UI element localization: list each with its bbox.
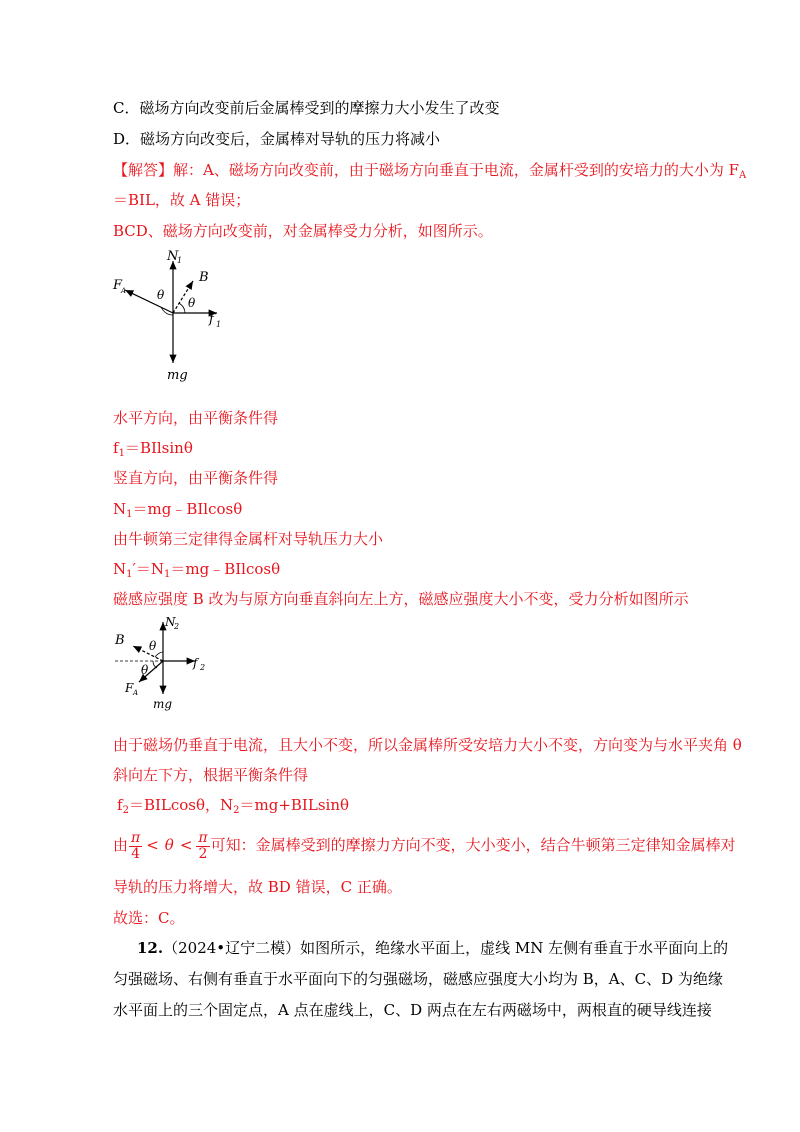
theta-bottom: θ <box>141 663 149 677</box>
eq-n1-prime: $N_1'=N_1=mg﹣BIlcos\theta$ <box>113 560 281 580</box>
f2-label: f <box>193 656 198 670</box>
after-line-2: 斜向左下方，根据平衡条件得 <box>113 766 309 784</box>
answer-line-3: BCD、磁场方向改变前，对金属棒受力分析，如图所示。 <box>113 222 493 240</box>
b-label: B <box>199 270 209 285</box>
question-12-line-1: 12.（2024•辽宁二模）如图所示，绝缘水平面上，虚线 MN 左侧有垂直于水平面向上的 <box>137 939 729 957</box>
answer-line-1 <box>113 160 746 186</box>
svg-text:2: 2 <box>174 622 180 631</box>
mg-label: mg <box>167 368 188 383</box>
f1-label: f <box>209 312 214 327</box>
n2-label: N <box>165 615 176 629</box>
question-number: 12. <box>137 939 164 957</box>
n1-label: N <box>167 249 179 264</box>
vertical-1: 竖直方向，由平衡条件得 <box>113 469 279 487</box>
svg-text:1: 1 <box>177 256 183 265</box>
answer-tag: 【解答】 <box>113 161 174 179</box>
newton-line: 由牛顿第三定律得金属杆对导轨压力大小 <box>113 530 384 548</box>
option-c: C．磁场方向改变前后金属棒受到的摩擦力大小发生了改变 <box>113 99 500 117</box>
eq-f2-n2: $f_2=BILcos\theta$，$N_2=mg+BILsin\theta$ <box>117 796 350 816</box>
answer-text-1-sub: A <box>739 170 747 181</box>
svg-text:1: 1 <box>216 320 222 329</box>
fa-arrow <box>125 290 173 313</box>
force-diagram-2 <box>105 612 225 712</box>
question-12-line-2: 匀强磁场、右侧有垂直于水平面向下的匀强磁场，磁感应强度大小均为 B，A、C、D 为绝缘 <box>113 970 723 988</box>
svg-text:2: 2 <box>200 663 206 672</box>
theta-top: θ <box>149 639 157 653</box>
mg2-label: mg <box>153 697 173 711</box>
horizontal-1: 水平方向，由平衡条件得 <box>113 409 279 427</box>
answer-text-1: 解：A、磁场方向改变前，由于磁场方向垂直于电流，金属杆受到的安培力的大小为 F <box>173 161 740 179</box>
change-line: 磁感应强度 B 改为与原方向垂直斜向左上方，磁感应强度大小不变，受力分析如图所示 <box>113 590 689 608</box>
eq-f1: $f_1=BIlsin\theta$ <box>113 439 193 459</box>
svg-text:A: A <box>133 689 139 697</box>
fa-label: F <box>113 278 123 293</box>
after-line-1: 由于磁场仍垂直于电流，且大小不变，所以金属棒所受安培力大小不变，方向变为与水平夹角 θ <box>113 736 742 754</box>
theta-right: θ <box>188 296 196 310</box>
b2-label: B <box>115 633 125 648</box>
eq-n1: $N_1=mg﹣BIlcos\theta$ <box>113 500 243 520</box>
theta-left: θ <box>157 288 165 302</box>
svg-text:A: A <box>121 287 127 295</box>
condition-line-2: 导轨的压力将增大，故 BD 错误，C 正确。 <box>113 878 402 896</box>
condition-line: 由 $\frac{\pi}{4}$ < θ < $\frac{\pi}{2}$ 可知：金属棒受到的摩擦力方向不变，大小变小，结合牛顿第三定律知金属棒对 <box>113 829 736 862</box>
fa2-label: F <box>125 681 134 695</box>
answer-line-2: ＝BIL，故 A 错误； <box>113 191 251 209</box>
final-answer: 故选：C。 <box>113 909 185 927</box>
option-d: D．磁场方向改变后，金属棒对导轨的压力将减小 <box>113 130 441 148</box>
force-diagram-1 <box>105 245 235 385</box>
question-12-line-3: 水平面上的三个固定点，A 点在虚线上，C、D 两点在左右两磁场中，两根直的硬导线连接 <box>113 1001 712 1019</box>
